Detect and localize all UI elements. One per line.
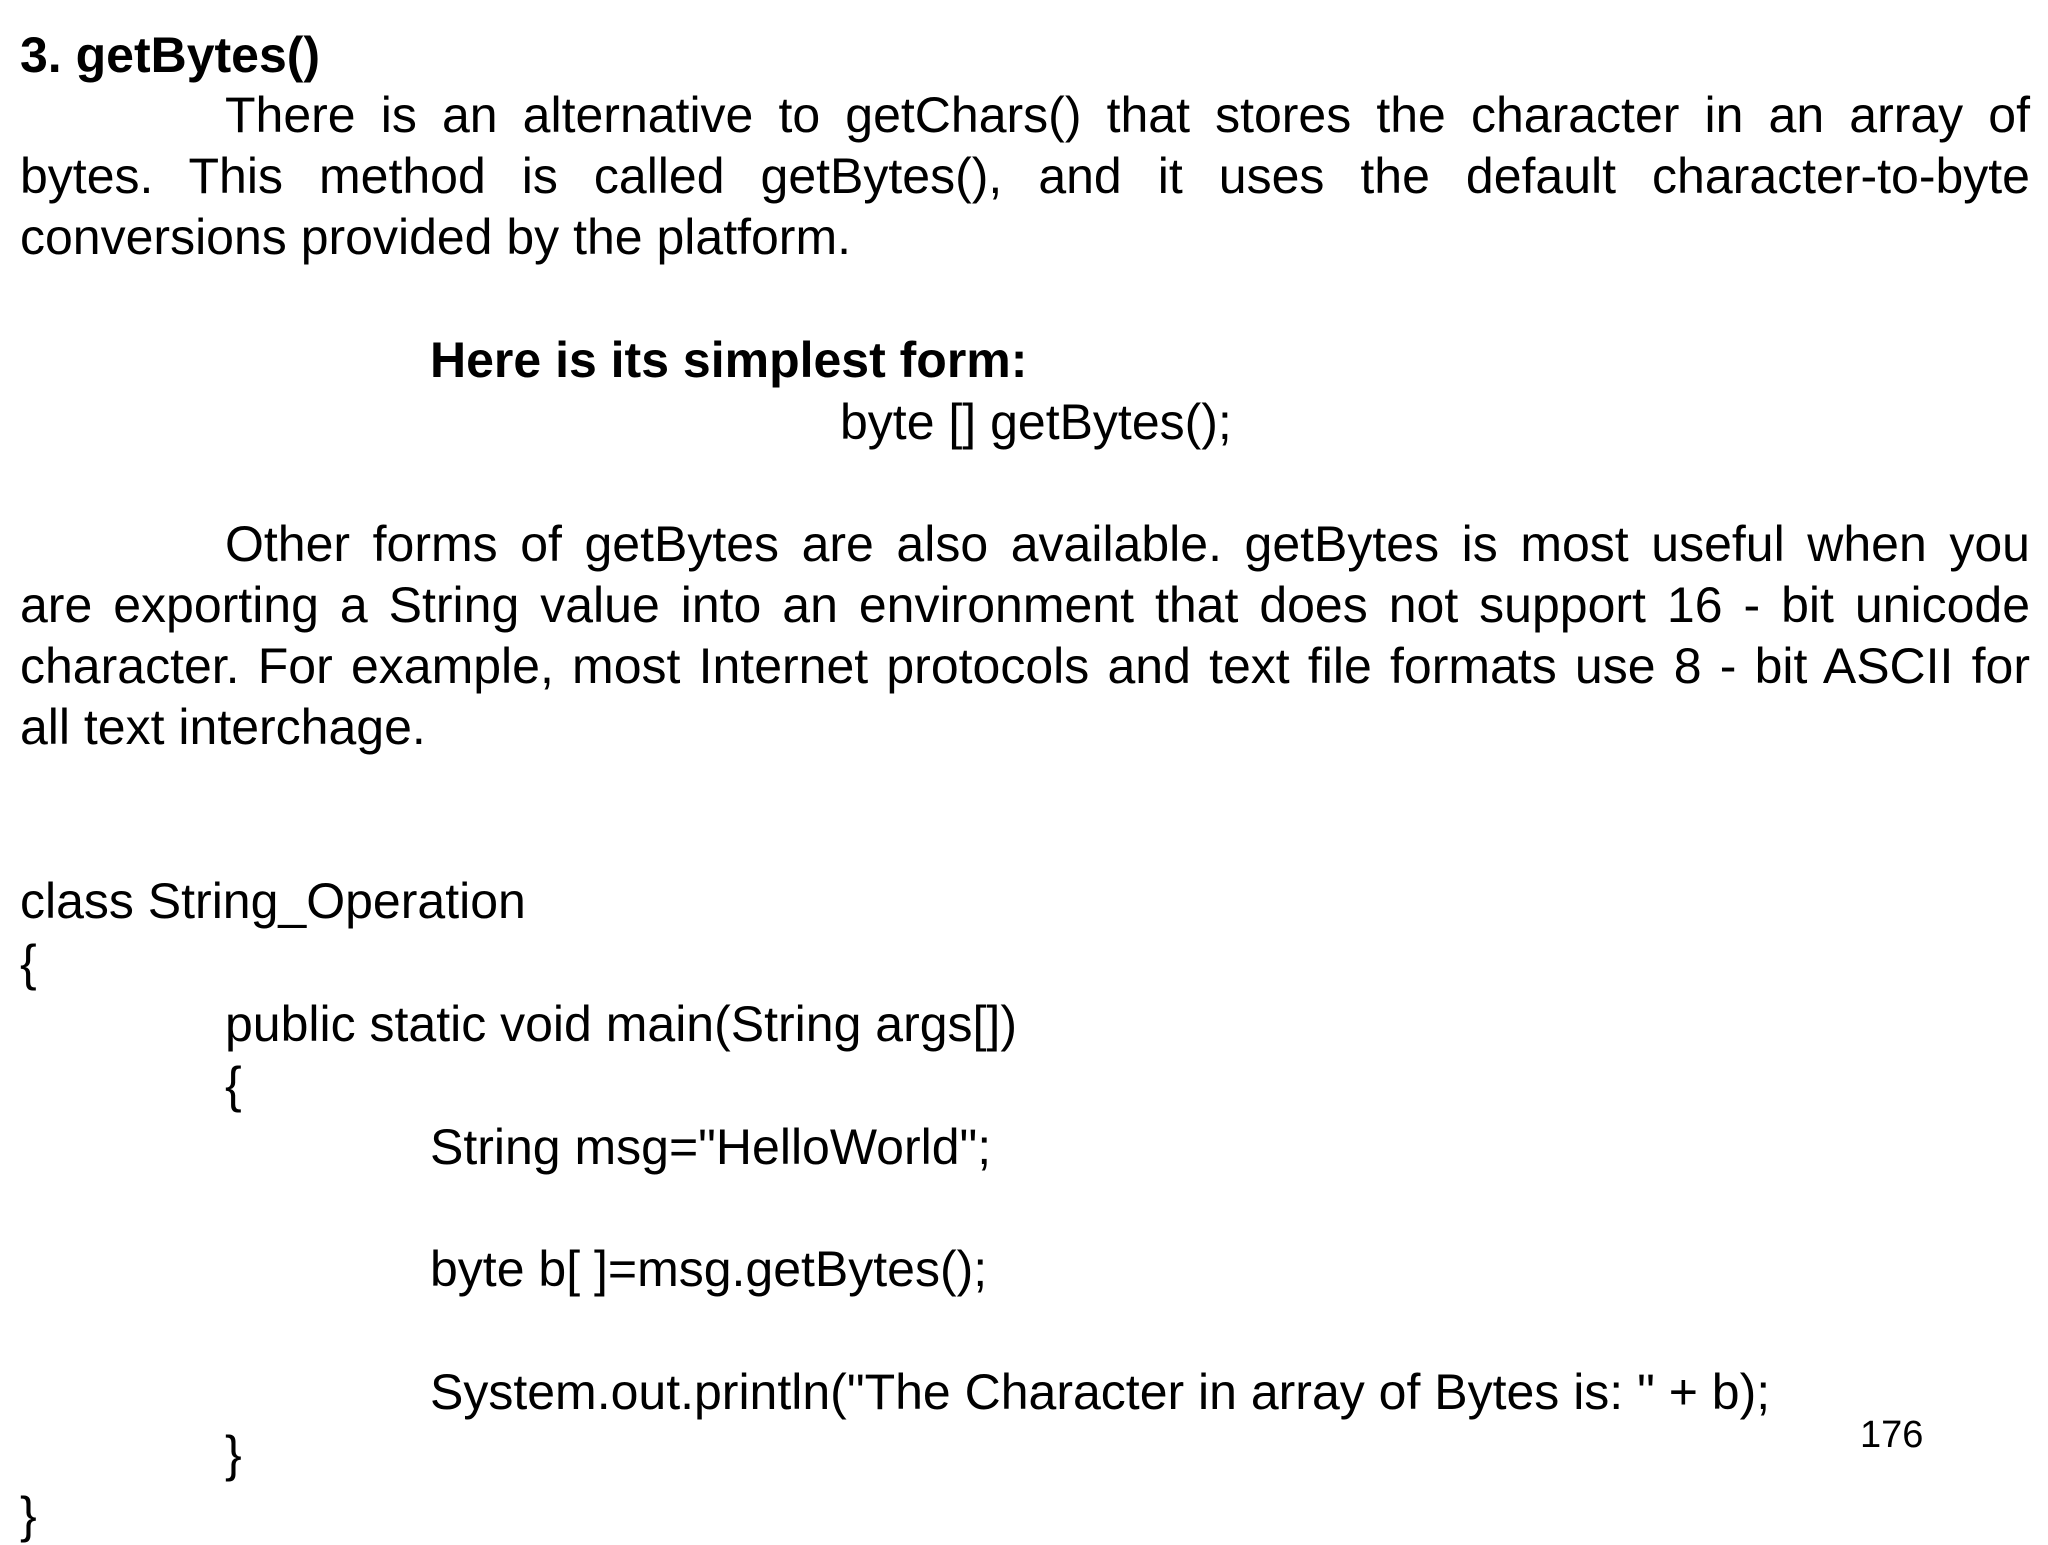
paragraph-intro-line-2: bytes. This method is called getBytes(), and it uses the default character-to-byte bbox=[20, 148, 2030, 204]
code-method-declaration: public static void main(String args[]) bbox=[225, 996, 1017, 1052]
code-close-brace-class: } bbox=[20, 1487, 37, 1543]
page-number: 176 bbox=[1860, 1414, 1924, 1456]
form-signature: byte [] getBytes(); bbox=[840, 394, 1232, 450]
paragraph-details-line-4: all text interchage. bbox=[20, 699, 426, 755]
paragraph-intro-line-1: There is an alternative to getChars() that stores the character in an array of bbox=[225, 87, 2030, 143]
code-close-brace-method: } bbox=[225, 1426, 242, 1482]
code-line-print: System.out.println("The Character in array of Bytes is: " + b); bbox=[430, 1364, 1771, 1420]
form-heading: Here is its simplest form: bbox=[430, 332, 1028, 388]
paragraph-details-line-2: are exporting a String value into an environment that does not support 16 - bit unicode bbox=[20, 577, 2030, 633]
code-line-bytes: byte b[ ]=msg.getBytes(); bbox=[430, 1241, 988, 1297]
code-line-msg: String msg="HelloWorld"; bbox=[430, 1119, 992, 1175]
paragraph-intro-line-3: conversions provided by the platform. bbox=[20, 209, 851, 265]
paragraph-details-line-1: Other forms of getBytes are also available. getBytes is most useful when you bbox=[225, 516, 2030, 572]
paragraph-details-line-3: character. For example, most Internet protocols and text file formats use 8 - bit ASCII for bbox=[20, 638, 2030, 694]
code-open-brace-class: { bbox=[20, 935, 37, 991]
code-open-brace-method: { bbox=[225, 1057, 242, 1113]
section-heading: 3. getBytes() bbox=[20, 27, 321, 83]
code-class-declaration: class String_Operation bbox=[20, 873, 526, 929]
